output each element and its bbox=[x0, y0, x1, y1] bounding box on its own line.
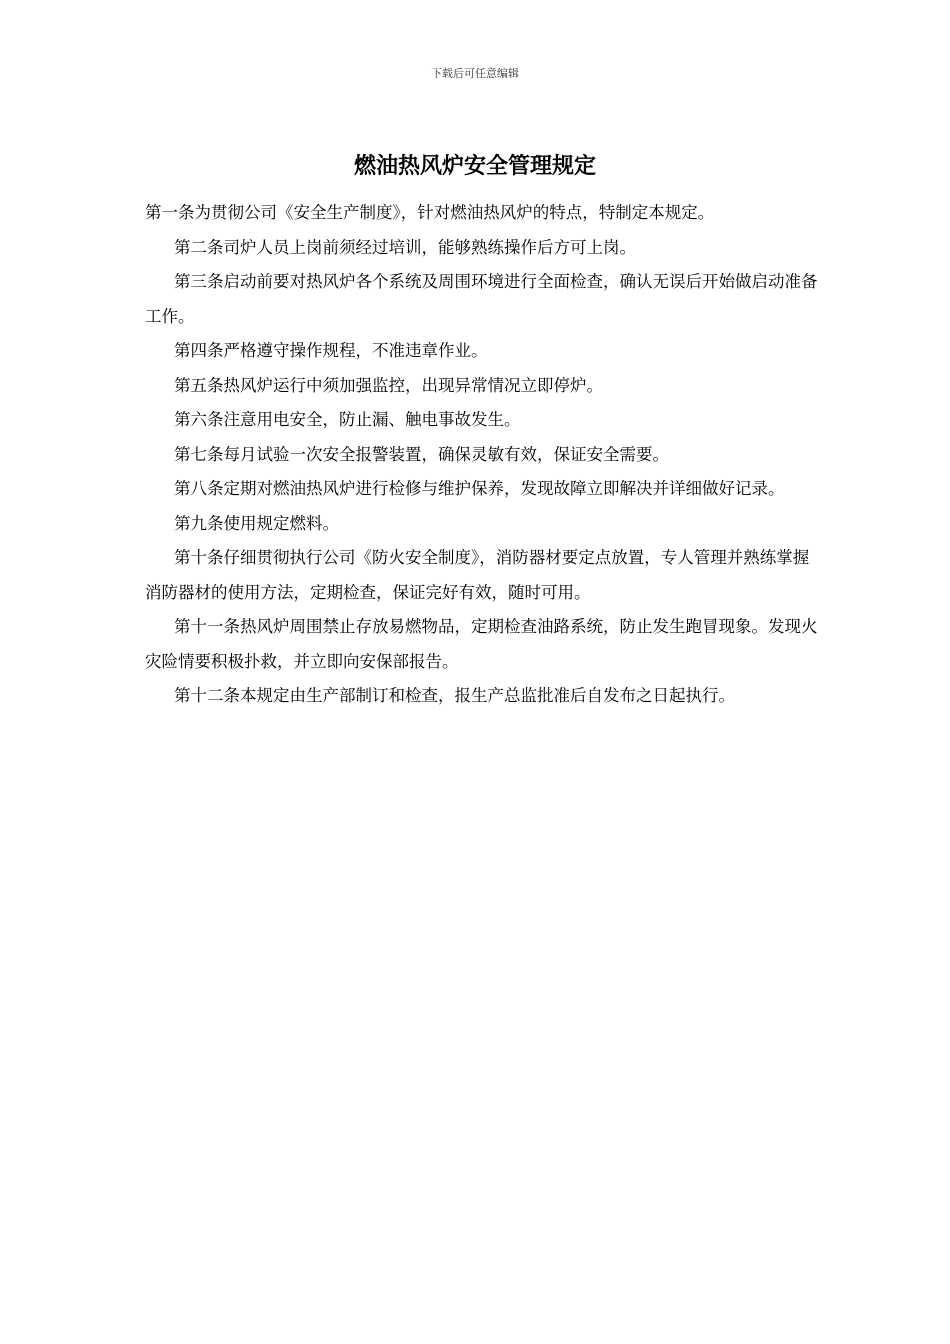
article-11: 第十一条热风炉周围禁止存放易燃物品，定期检查油路系统，防止发生跑冒现象。发现火灾险情要积极扑救，并立即向安保部报告。 bbox=[145, 617, 818, 671]
document-body bbox=[145, 196, 825, 714]
article-10: 第十条仔细贯彻执行公司《防火安全制度》，消防器材要定点放置，专人管理并熟练掌握消防器材的使用方法，定期检查，保证完好有效，随时可用。 bbox=[145, 548, 810, 602]
article-7: 第七条每月试验一次安全报警装置，确保灵敏有效，保证安全需要。 bbox=[174, 444, 669, 464]
article-2: 第二条司炉人员上岗前须经过培训，能够熟练操作后方可上岗。 bbox=[174, 237, 636, 257]
article-3: 第三条启动前要对热风炉各个系统及周围环境进行全面检查，确认无误后开始做启动准备工作。 bbox=[145, 272, 818, 326]
article-1: 第一条为贯彻公司《安全生产制度》，针对燃油热风炉的特点，特制定本规定。 bbox=[145, 203, 715, 222]
article-12: 第十二条本规定由生产部制订和检查，报生产总监批准后自发布之日起执行。 bbox=[174, 686, 735, 705]
article-4: 第四条严格遵守操作规程，不准违章作业。 bbox=[174, 341, 488, 360]
article-6: 第六条注意用电安全，防止漏、触电事故发生。 bbox=[174, 410, 521, 429]
document-title: 燃油热风炉安全管理规定 bbox=[353, 154, 596, 179]
article-9: 第九条使用规定燃料。 bbox=[174, 513, 339, 533]
header-note: 下载后可任意编辑 bbox=[431, 67, 519, 80]
article-5: 第五条热风炉运行中须加强监控，出现异常情况立即停炉。 bbox=[174, 375, 603, 395]
article-8: 第八条定期对燃油热风炉进行检修与维护保养，发现故障立即解决并详细做好记录。 bbox=[174, 479, 785, 498]
